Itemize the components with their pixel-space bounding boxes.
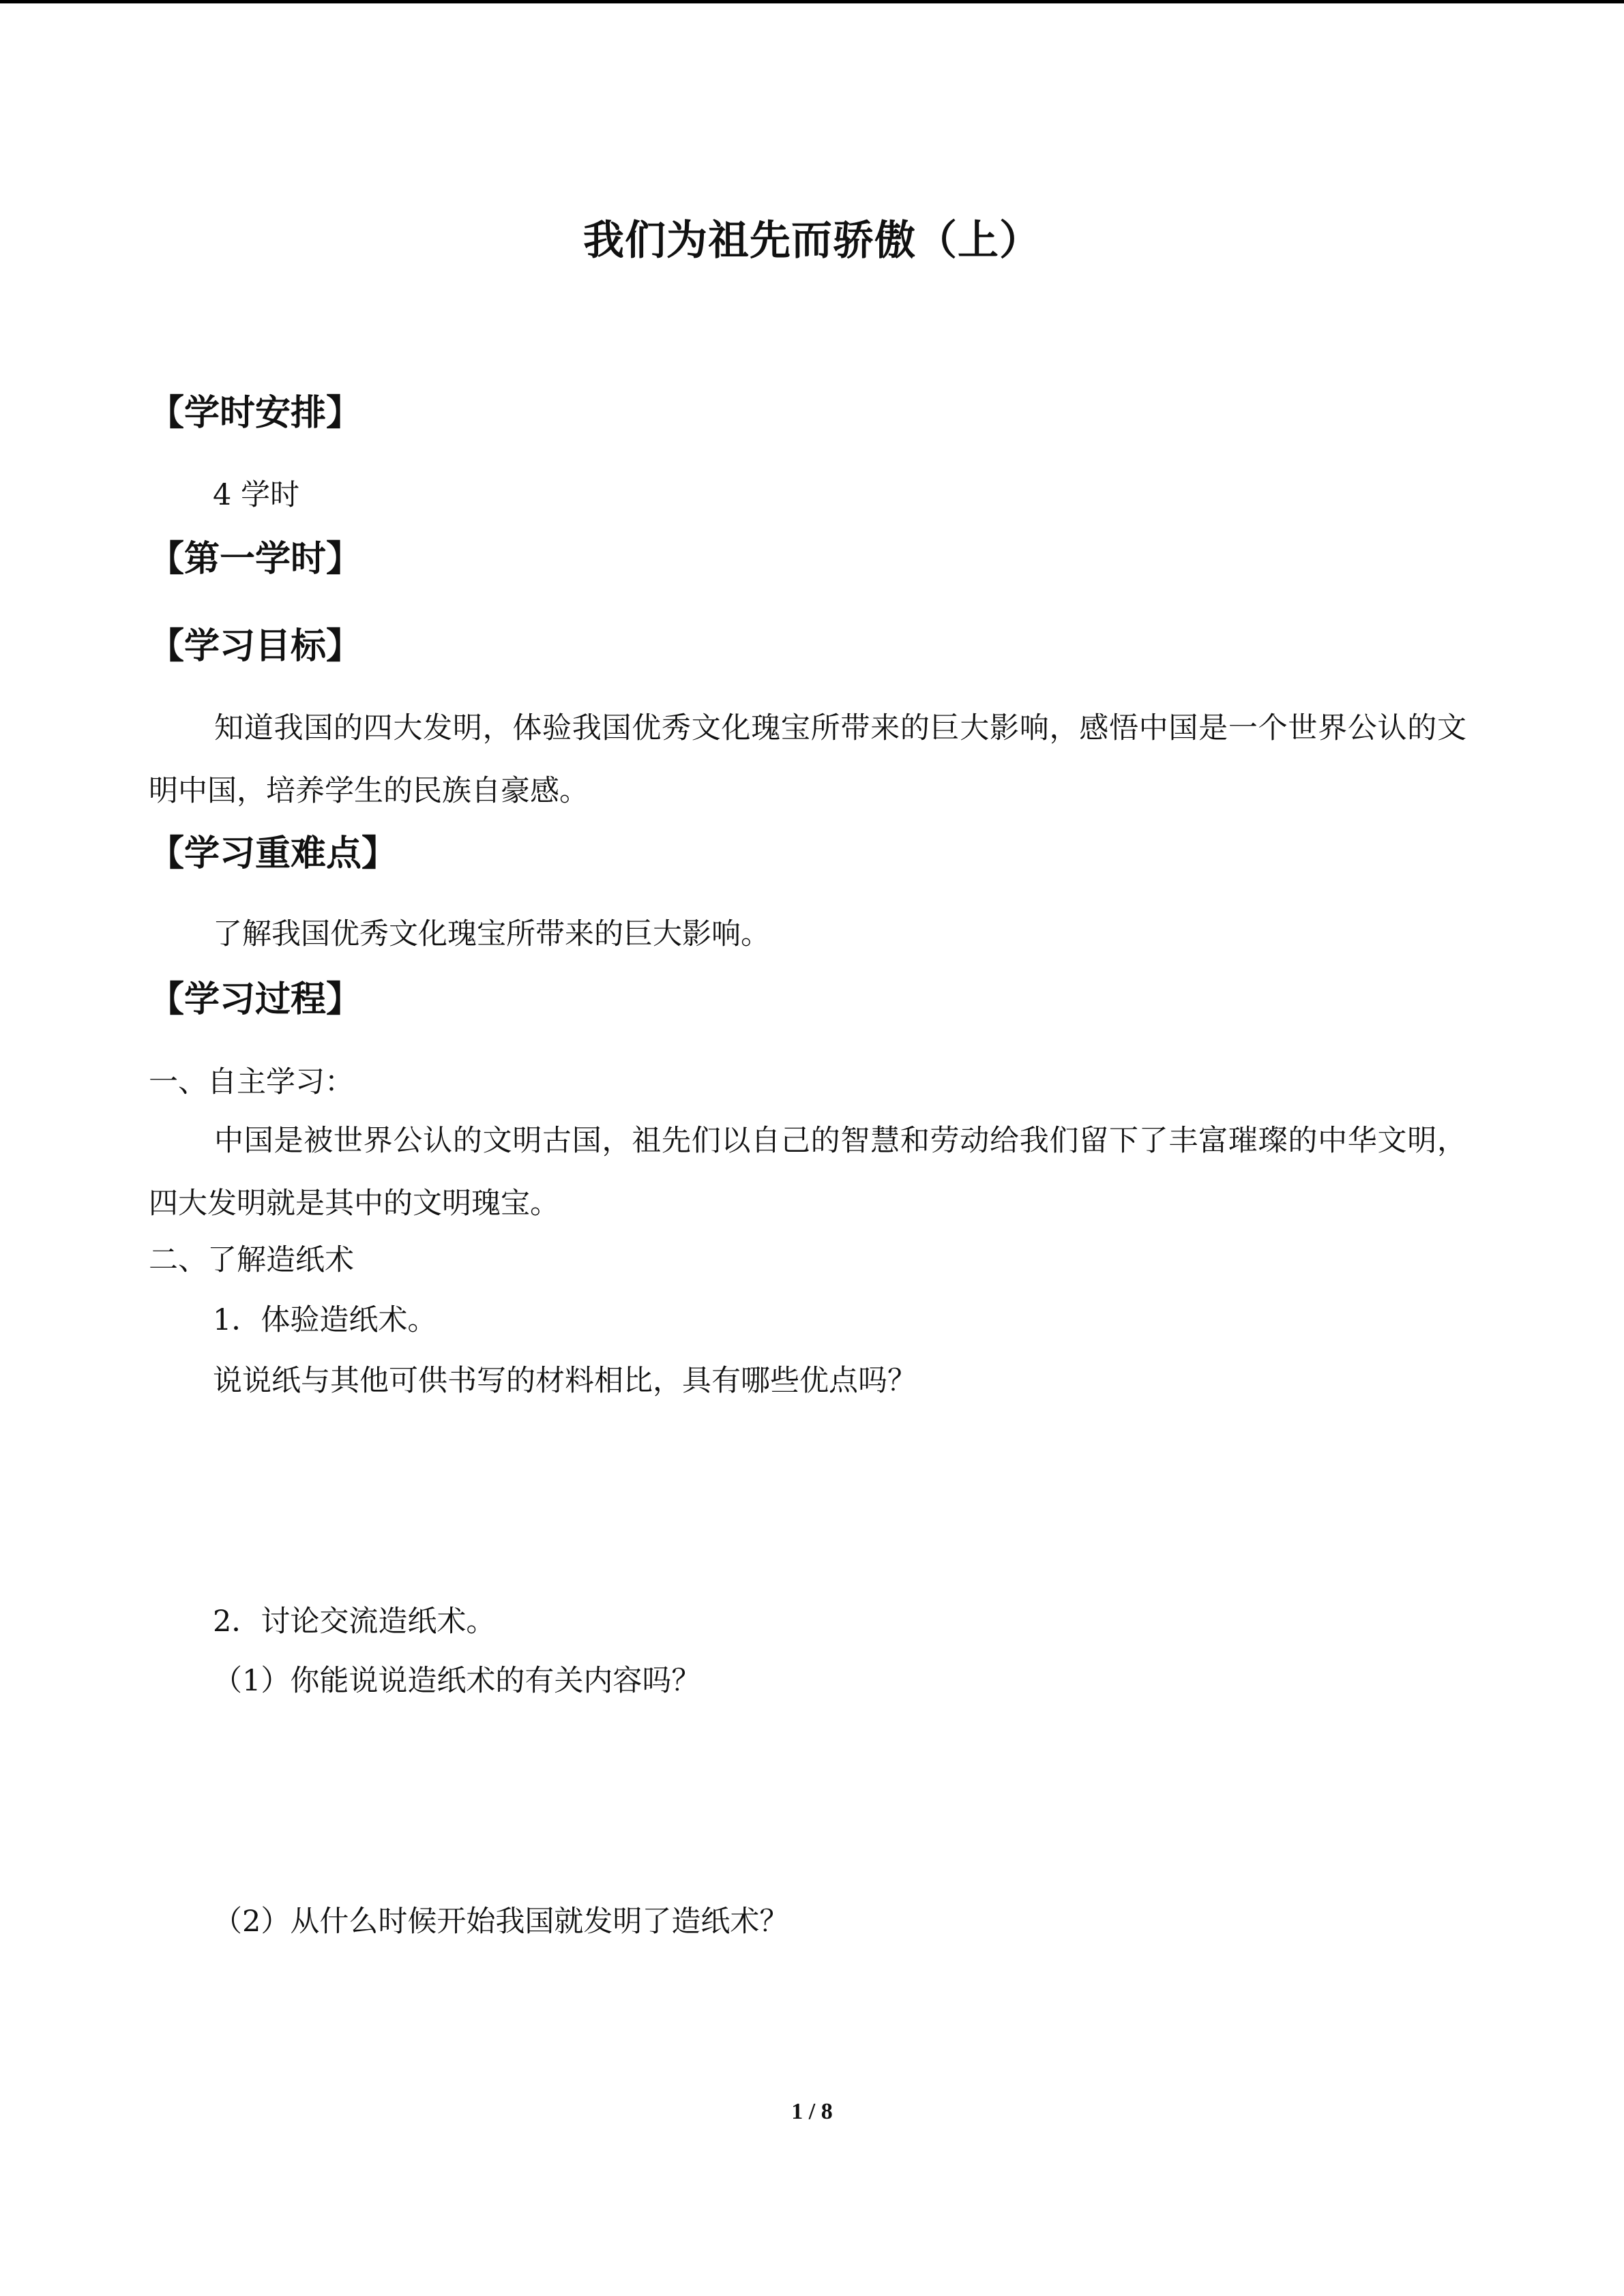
schedule-value: 4 学时 — [213, 478, 300, 512]
key-points-heading: 【学习重难点】 — [149, 833, 398, 874]
item-1-question: 说说纸与其他可供书写的材料相比，具有哪些优点吗？ — [213, 1364, 917, 1398]
key-points-text: 了解我国优秀文化瑰宝所带来的巨大影响。 — [213, 917, 770, 951]
page-number: 1 / 8 — [791, 2099, 833, 2124]
first-period-heading: 【第一学时】 — [149, 539, 362, 580]
self-study-label: 一、自主学习： — [149, 1065, 354, 1099]
item-2-discuss-papermaking: 2．讨论交流造纸术。 — [213, 1605, 496, 1639]
objectives-paragraph: 知道我国的四大发明，体验我国优秀文化瑰宝所带来的巨大影响，感悟中国是一个世界公认的文明中国，培养学生的民族自豪感。 — [149, 711, 1466, 808]
self-study-paragraph: 中国是被世界公认的文明古国，祖先们以自己的智慧和劳动给我们留下了丰富璀璨的中华文明，四大发明就是其中的文明瑰宝。 — [149, 1124, 1466, 1221]
item-2-question-1: （1）你能说说造纸术的有关内容吗？ — [213, 1664, 701, 1698]
document-title: 我们为祖先而骄傲（上） — [583, 217, 1041, 265]
item-1-experience-papermaking: 1．体验造纸术。 — [213, 1303, 437, 1337]
schedule-heading: 【学时安排】 — [149, 393, 362, 434]
process-heading: 【学习过程】 — [149, 979, 362, 1020]
item-2-question-2: （2）从什么时候开始我国就发明了造纸术？ — [213, 1905, 789, 1939]
objectives-heading: 【学习目标】 — [149, 626, 362, 667]
papermaking-label: 二、了解造纸术 — [149, 1243, 354, 1277]
